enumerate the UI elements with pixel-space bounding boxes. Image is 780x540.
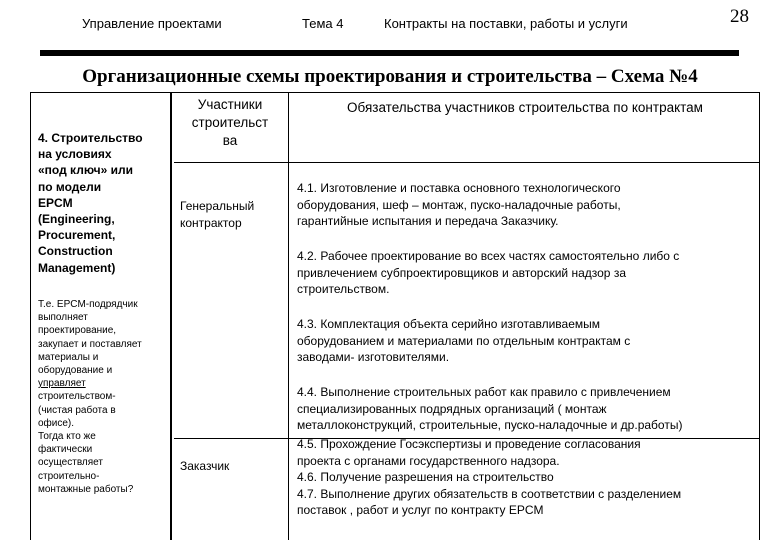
- slide-title: Организационные схемы проектирования и строительства – Схема №4: [82, 66, 698, 87]
- obligation-4-4: [297, 384, 757, 434]
- obligation-line: привлечением субпроектировщиков и авторский надзор за: [297, 265, 626, 280]
- description-line: осуществляет: [38, 457, 103, 469]
- description-line: материалы и: [38, 351, 99, 363]
- obligation-line: 4.4. Выполнение строительных работ как правило с привлечением: [297, 385, 671, 399]
- header-row-divider: [174, 162, 760, 163]
- participant-line: Генеральный: [180, 199, 255, 213]
- header-participants-line: строительст: [191, 115, 269, 130]
- obligation-4-5-to-4-7: [297, 436, 757, 519]
- obligation-line: строительством.: [297, 282, 390, 296]
- scheme-line: Procurement,: [38, 228, 116, 243]
- description-line: проектирование,: [38, 325, 117, 337]
- scheme-line: Management): [38, 260, 116, 275]
- description-line: Т.е. EPCM-подрядчик: [38, 299, 138, 310]
- scheme-line: по модели: [38, 179, 102, 194]
- header-obligations: Обязательства участников строительства по контрактам: [347, 100, 703, 115]
- scheme-line: Construction: [38, 244, 113, 259]
- obligation-line: поставок , работ и услуг по контракту EPCM: [297, 503, 544, 517]
- participant-general-contractor: [180, 198, 254, 231]
- obligation-line: 4.5. Прохождение Госэкспертизы и проведение согласования: [297, 437, 641, 451]
- header-topic: Тема 4: [302, 16, 344, 31]
- obligation-line: специализированных подрядных организаций ( монтаж: [297, 401, 607, 416]
- column-divider-lower: [288, 438, 289, 540]
- description-line: строительно-: [38, 470, 100, 482]
- description-line: оборудование и: [38, 365, 113, 377]
- description-line: Тогда кто же: [38, 431, 96, 443]
- scheme-line: 4. Строительство: [38, 131, 143, 145]
- obligation-line: гарантийные испытания и передача Заказчику.: [297, 214, 559, 228]
- obligation-4-3: [297, 316, 757, 366]
- scheme-description: [38, 298, 168, 496]
- description-line: строительством-: [38, 391, 116, 403]
- obligation-line: 4.6. Получение разрешения на строительство: [297, 470, 554, 484]
- obligation-4-1: [297, 180, 757, 230]
- scheme-line: (Engineering,: [38, 212, 115, 227]
- obligation-line: оборудования, шеф – монтаж, пуско-наладочные работы,: [297, 197, 621, 212]
- description-line: управляет: [38, 378, 86, 390]
- participant-line: Заказчик: [180, 459, 230, 473]
- obligation-line: проекта с органами государственного надзора.: [297, 453, 560, 468]
- obligation-line: 4.3. Комплектация объекта серийно изготавливаемым: [297, 317, 601, 331]
- header-participants: [172, 96, 288, 150]
- obligation-4-2: [297, 248, 757, 298]
- header-participants-line: ва: [222, 133, 238, 148]
- scheme-label: [38, 130, 168, 276]
- description-line: (чистая работа в: [38, 404, 116, 416]
- description-line: закупает и поставляет: [38, 338, 142, 350]
- description-line: офисе).: [38, 417, 75, 429]
- scheme-line: на условиях: [38, 147, 112, 162]
- scheme-line: «под ключ» или: [38, 163, 133, 178]
- column-divider-upper: [288, 92, 289, 438]
- description-line: выполняет: [38, 312, 88, 324]
- obligation-line: 4.1. Изготовление и поставка основного технологического: [297, 181, 621, 195]
- header-subject: Контракты на поставки, работы и услуги: [384, 16, 628, 31]
- obligation-line: оборудованием и материалами по отдельным контрактам с: [297, 333, 631, 348]
- description-line: фактически: [38, 444, 93, 456]
- description-line: монтажные работы?: [38, 483, 134, 495]
- obligation-line: 4.2. Рабочее проектирование во всех частях самостоятельно либо с: [297, 249, 680, 263]
- header-participants-line: Участники: [197, 97, 263, 112]
- participant-line: контрактор: [180, 215, 242, 230]
- obligation-line: металлоконструкций, строительные, пуско-наладочные и др.работы): [297, 418, 683, 432]
- obligation-line: 4.7. Выполнение других обязательств в соответствии с разделением: [297, 486, 682, 501]
- left-column-border: [170, 92, 172, 540]
- header-rule: [40, 50, 739, 56]
- page-number: 28: [730, 6, 749, 27]
- participant-client: [180, 458, 229, 475]
- header-course: Управление проектами: [82, 16, 222, 31]
- scheme-line: EPCM: [38, 195, 73, 210]
- obligation-line: заводами- изготовителями.: [297, 350, 450, 364]
